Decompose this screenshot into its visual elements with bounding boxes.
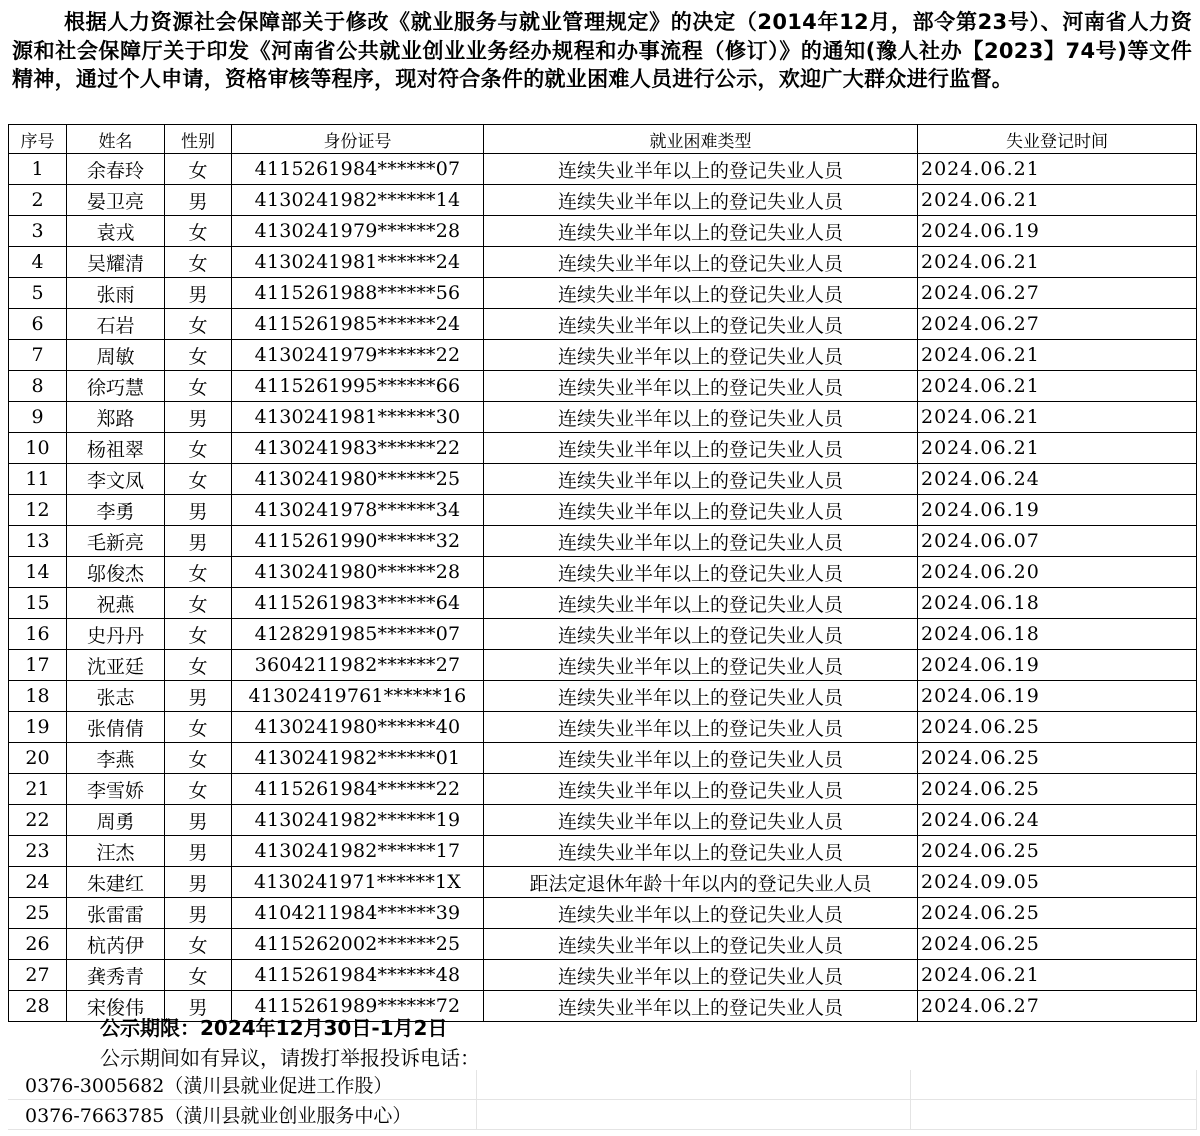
registration-date-cell: 2024.06.21 [918, 185, 1197, 216]
difficulty-type-cell: 连续失业半年以上的登记失业人员 [484, 216, 918, 247]
name-cell: 史丹丹 [67, 619, 165, 650]
table-row [9, 867, 1197, 898]
registration-date-cell: 2024.06.18 [918, 588, 1197, 619]
gender-cell: 女 [165, 433, 232, 464]
name-cell: 吴耀清 [67, 247, 165, 278]
name-cell: 宋俊伟 [67, 991, 165, 1022]
difficulty-type-cell: 连续失业半年以上的登记失业人员 [484, 960, 918, 991]
table-row [9, 402, 1197, 433]
registration-date-cell: 2024.06.25 [918, 743, 1197, 774]
table-row [9, 340, 1197, 371]
table-row [9, 309, 1197, 340]
id-number-cell: 4130241981******30 [232, 402, 484, 433]
difficulty-type-cell: 连续失业半年以上的登记失业人员 [484, 247, 918, 278]
header-difficulty-type: 就业困难类型 [484, 125, 918, 154]
table-row [9, 371, 1197, 402]
gender-cell: 女 [165, 216, 232, 247]
gender-cell: 男 [165, 805, 232, 836]
index-cell: 22 [9, 805, 67, 836]
name-cell: 徐巧慧 [67, 371, 165, 402]
gender-cell: 女 [165, 557, 232, 588]
index-cell: 21 [9, 774, 67, 805]
table-row [9, 681, 1197, 712]
name-cell: 晏卫亮 [67, 185, 165, 216]
difficulty-type-cell: 连续失业半年以上的登记失业人员 [484, 340, 918, 371]
gender-cell: 男 [165, 278, 232, 309]
id-number-cell: 41302419761******16 [232, 681, 484, 712]
name-cell: 周敏 [67, 340, 165, 371]
contact-list [8, 1070, 1197, 1130]
registration-date-cell: 2024.06.21 [918, 247, 1197, 278]
difficulty-type-cell: 连续失业半年以上的登记失业人员 [484, 991, 918, 1022]
registration-date-cell: 2024.06.21 [918, 340, 1197, 371]
id-number-cell: 4130241979******28 [232, 216, 484, 247]
gender-cell: 男 [165, 526, 232, 557]
applicant-table [8, 124, 1197, 1022]
id-number-cell: 4130241982******14 [232, 185, 484, 216]
gender-cell: 女 [165, 650, 232, 681]
gender-cell: 女 [165, 247, 232, 278]
table-row [9, 247, 1197, 278]
table-row [9, 278, 1197, 309]
table-row [9, 650, 1197, 681]
registration-date-cell: 2024.06.24 [918, 464, 1197, 495]
difficulty-type-cell: 连续失业半年以上的登记失业人员 [484, 836, 918, 867]
gender-cell: 女 [165, 960, 232, 991]
index-cell: 13 [9, 526, 67, 557]
registration-date-cell: 2024.06.25 [918, 774, 1197, 805]
index-cell: 18 [9, 681, 67, 712]
name-cell: 朱建红 [67, 867, 165, 898]
table-row [9, 154, 1197, 185]
difficulty-type-cell: 连续失业半年以上的登记失业人员 [484, 619, 918, 650]
index-cell: 19 [9, 712, 67, 743]
contact-row [8, 1100, 1196, 1130]
contact-row [8, 1070, 1196, 1100]
publicity-deadline: 公示期限：2024年12月30日-1月2日 [100, 1016, 448, 1040]
table-body [9, 154, 1197, 1022]
registration-date-cell: 2024.06.25 [918, 712, 1197, 743]
gender-cell: 男 [165, 681, 232, 712]
header-index: 序号 [9, 125, 67, 154]
id-number-cell: 4130241980******28 [232, 557, 484, 588]
registration-date-cell: 2024.06.07 [918, 526, 1197, 557]
name-cell: 邬俊杰 [67, 557, 165, 588]
registration-date-cell: 2024.06.25 [918, 898, 1197, 929]
name-cell: 李燕 [67, 743, 165, 774]
difficulty-type-cell: 连续失业半年以上的登记失业人员 [484, 743, 918, 774]
difficulty-type-cell: 连续失业半年以上的登记失业人员 [484, 278, 918, 309]
notice-intro: 根据人力资源社会保障部关于修改《就业服务与就业管理规定》的决定（2014年12月，部令第23号）、河南省人力资源和社会保障厅关于印发《河南省公共就业创业业务经办规程和办事流程（修订）》的通知(豫人社办【2023】74号)等文件精神，通过个人申请，资格审核等程序，现对符合条件的就业困难人员进行公示，欢迎广大群众进行监督。 [12, 10, 1192, 91]
registration-date-cell: 2024.06.21 [918, 154, 1197, 185]
id-number-cell: 4115262002******25 [232, 929, 484, 960]
index-cell: 14 [9, 557, 67, 588]
id-number-cell: 4115261988******56 [232, 278, 484, 309]
index-cell: 10 [9, 433, 67, 464]
difficulty-type-cell: 连续失业半年以上的登记失业人员 [484, 433, 918, 464]
difficulty-type-cell: 连续失业半年以上的登记失业人员 [484, 185, 918, 216]
table-row [9, 774, 1197, 805]
registration-date-cell: 2024.06.27 [918, 309, 1197, 340]
registration-date-cell: 2024.06.27 [918, 278, 1197, 309]
difficulty-type-cell: 连续失业半年以上的登记失业人员 [484, 681, 918, 712]
gender-cell: 女 [165, 154, 232, 185]
table-row [9, 557, 1197, 588]
table-row [9, 960, 1197, 991]
name-cell: 郑路 [67, 402, 165, 433]
gender-cell: 女 [165, 464, 232, 495]
complaint-note: 公示期间如有异议，请拨打举报投诉电话： [100, 1046, 480, 1070]
empty-cell [476, 1100, 910, 1130]
gender-cell: 男 [165, 991, 232, 1022]
registration-date-cell: 2024.06.24 [918, 805, 1197, 836]
name-cell: 周勇 [67, 805, 165, 836]
name-cell: 杭芮伊 [67, 929, 165, 960]
difficulty-type-cell: 连续失业半年以上的登记失业人员 [484, 309, 918, 340]
index-cell: 9 [9, 402, 67, 433]
index-cell: 5 [9, 278, 67, 309]
empty-cell [910, 1070, 1196, 1100]
name-cell: 张雷雷 [67, 898, 165, 929]
table-row [9, 433, 1197, 464]
difficulty-type-cell: 连续失业半年以上的登记失业人员 [484, 371, 918, 402]
registration-date-cell: 2024.06.19 [918, 216, 1197, 247]
gender-cell: 女 [165, 774, 232, 805]
registration-date-cell: 2024.06.21 [918, 371, 1197, 402]
id-number-cell: 4130241980******40 [232, 712, 484, 743]
index-cell: 6 [9, 309, 67, 340]
id-number-cell: 4115261989******72 [232, 991, 484, 1022]
difficulty-type-cell: 连续失业半年以上的登记失业人员 [484, 650, 918, 681]
gender-cell: 男 [165, 867, 232, 898]
table-row [9, 712, 1197, 743]
gender-cell: 女 [165, 588, 232, 619]
registration-date-cell: 2024.06.19 [918, 650, 1197, 681]
name-cell: 李雪娇 [67, 774, 165, 805]
difficulty-type-cell: 距法定退休年龄十年以内的登记失业人员 [484, 867, 918, 898]
registration-date-cell: 2024.06.25 [918, 836, 1197, 867]
id-number-cell: 4128291985******07 [232, 619, 484, 650]
id-number-cell: 4130241982******01 [232, 743, 484, 774]
gender-cell: 女 [165, 371, 232, 402]
registration-date-cell: 2024.06.19 [918, 495, 1197, 526]
gender-cell: 女 [165, 309, 232, 340]
difficulty-type-cell: 连续失业半年以上的登记失业人员 [484, 588, 918, 619]
index-cell: 16 [9, 619, 67, 650]
id-number-cell: 3604211982******27 [232, 650, 484, 681]
gender-cell: 男 [165, 402, 232, 433]
index-cell: 4 [9, 247, 67, 278]
name-cell: 沈亚廷 [67, 650, 165, 681]
gender-cell: 男 [165, 495, 232, 526]
name-cell: 毛新亮 [67, 526, 165, 557]
id-number-cell: 4115261985******24 [232, 309, 484, 340]
id-number-cell: 4115261995******66 [232, 371, 484, 402]
difficulty-type-cell: 连续失业半年以上的登记失业人员 [484, 557, 918, 588]
difficulty-type-cell: 连续失业半年以上的登记失业人员 [484, 402, 918, 433]
difficulty-type-cell: 连续失业半年以上的登记失业人员 [484, 805, 918, 836]
name-cell: 余春玲 [67, 154, 165, 185]
id-number-cell: 4115261983******64 [232, 588, 484, 619]
table-row [9, 619, 1197, 650]
empty-cell [476, 1070, 910, 1100]
gender-cell: 男 [165, 898, 232, 929]
index-cell: 7 [9, 340, 67, 371]
index-cell: 26 [9, 929, 67, 960]
name-cell: 龚秀青 [67, 960, 165, 991]
table-row [9, 898, 1197, 929]
registration-date-cell: 2024.06.18 [918, 619, 1197, 650]
index-cell: 25 [9, 898, 67, 929]
name-cell: 李文凤 [67, 464, 165, 495]
table-row [9, 836, 1197, 867]
registration-date-cell: 2024.06.25 [918, 929, 1197, 960]
difficulty-type-cell: 连续失业半年以上的登记失业人员 [484, 774, 918, 805]
table-header-row [9, 125, 1197, 154]
registration-date-cell: 2024.06.19 [918, 681, 1197, 712]
header-gender: 性别 [165, 125, 232, 154]
name-cell: 杨祖翠 [67, 433, 165, 464]
difficulty-type-cell: 连续失业半年以上的登记失业人员 [484, 929, 918, 960]
difficulty-type-cell: 连续失业半年以上的登记失业人员 [484, 464, 918, 495]
id-number-cell: 4130241982******19 [232, 805, 484, 836]
index-cell: 8 [9, 371, 67, 402]
index-cell: 3 [9, 216, 67, 247]
header-registration-date: 失业登记时间 [918, 125, 1197, 154]
table-row [9, 743, 1197, 774]
table-row [9, 805, 1197, 836]
id-number-cell: 4115261984******22 [232, 774, 484, 805]
registration-date-cell: 2024.09.05 [918, 867, 1197, 898]
index-cell: 2 [9, 185, 67, 216]
registration-date-cell: 2024.06.20 [918, 557, 1197, 588]
registration-date-cell: 2024.06.21 [918, 402, 1197, 433]
id-number-cell: 4130241979******22 [232, 340, 484, 371]
gender-cell: 男 [165, 185, 232, 216]
table-row [9, 464, 1197, 495]
id-number-cell: 4115261984******07 [232, 154, 484, 185]
id-number-cell: 4115261984******48 [232, 960, 484, 991]
name-cell: 袁戎 [67, 216, 165, 247]
difficulty-type-cell: 连续失业半年以上的登记失业人员 [484, 898, 918, 929]
id-number-cell: 4130241980******25 [232, 464, 484, 495]
index-cell: 1 [9, 154, 67, 185]
name-cell: 张志 [67, 681, 165, 712]
name-cell: 李勇 [67, 495, 165, 526]
index-cell: 15 [9, 588, 67, 619]
gender-cell: 男 [165, 836, 232, 867]
empty-cell [910, 1100, 1196, 1130]
index-cell: 28 [9, 991, 67, 1022]
table-row [9, 216, 1197, 247]
index-cell: 23 [9, 836, 67, 867]
table-row [9, 185, 1197, 216]
gender-cell: 女 [165, 619, 232, 650]
id-number-cell: 4130241971******1X [232, 867, 484, 898]
gender-cell: 女 [165, 743, 232, 774]
index-cell: 24 [9, 867, 67, 898]
header-name: 姓名 [67, 125, 165, 154]
id-number-cell: 4130241983******22 [232, 433, 484, 464]
id-number-cell: 4115261990******32 [232, 526, 484, 557]
table-row [9, 526, 1197, 557]
table-row [9, 495, 1197, 526]
difficulty-type-cell: 连续失业半年以上的登记失业人员 [484, 495, 918, 526]
index-cell: 12 [9, 495, 67, 526]
registration-date-cell: 2024.06.27 [918, 991, 1197, 1022]
name-cell: 汪杰 [67, 836, 165, 867]
difficulty-type-cell: 连续失业半年以上的登记失业人员 [484, 154, 918, 185]
gender-cell: 女 [165, 929, 232, 960]
name-cell: 石岩 [67, 309, 165, 340]
registration-date-cell: 2024.06.21 [918, 960, 1197, 991]
name-cell: 祝燕 [67, 588, 165, 619]
difficulty-type-cell: 连续失业半年以上的登记失业人员 [484, 712, 918, 743]
difficulty-type-cell: 连续失业半年以上的登记失业人员 [484, 526, 918, 557]
index-cell: 20 [9, 743, 67, 774]
index-cell: 11 [9, 464, 67, 495]
id-number-cell: 4130241978******34 [232, 495, 484, 526]
table-row [9, 929, 1197, 960]
id-number-cell: 4104211984******39 [232, 898, 484, 929]
id-number-cell: 4130241981******24 [232, 247, 484, 278]
index-cell: 27 [9, 960, 67, 991]
contact-phone: 0376-7663785（潢川县就业创业服务中心） [8, 1100, 476, 1130]
table-row [9, 588, 1197, 619]
header-id-number: 身份证号 [232, 125, 484, 154]
gender-cell: 女 [165, 712, 232, 743]
name-cell: 张倩倩 [67, 712, 165, 743]
name-cell: 张雨 [67, 278, 165, 309]
registration-date-cell: 2024.06.21 [918, 433, 1197, 464]
index-cell: 17 [9, 650, 67, 681]
id-number-cell: 4130241982******17 [232, 836, 484, 867]
gender-cell: 女 [165, 340, 232, 371]
contact-phone: 0376-3005682（潢川县就业促进工作股） [8, 1070, 476, 1100]
